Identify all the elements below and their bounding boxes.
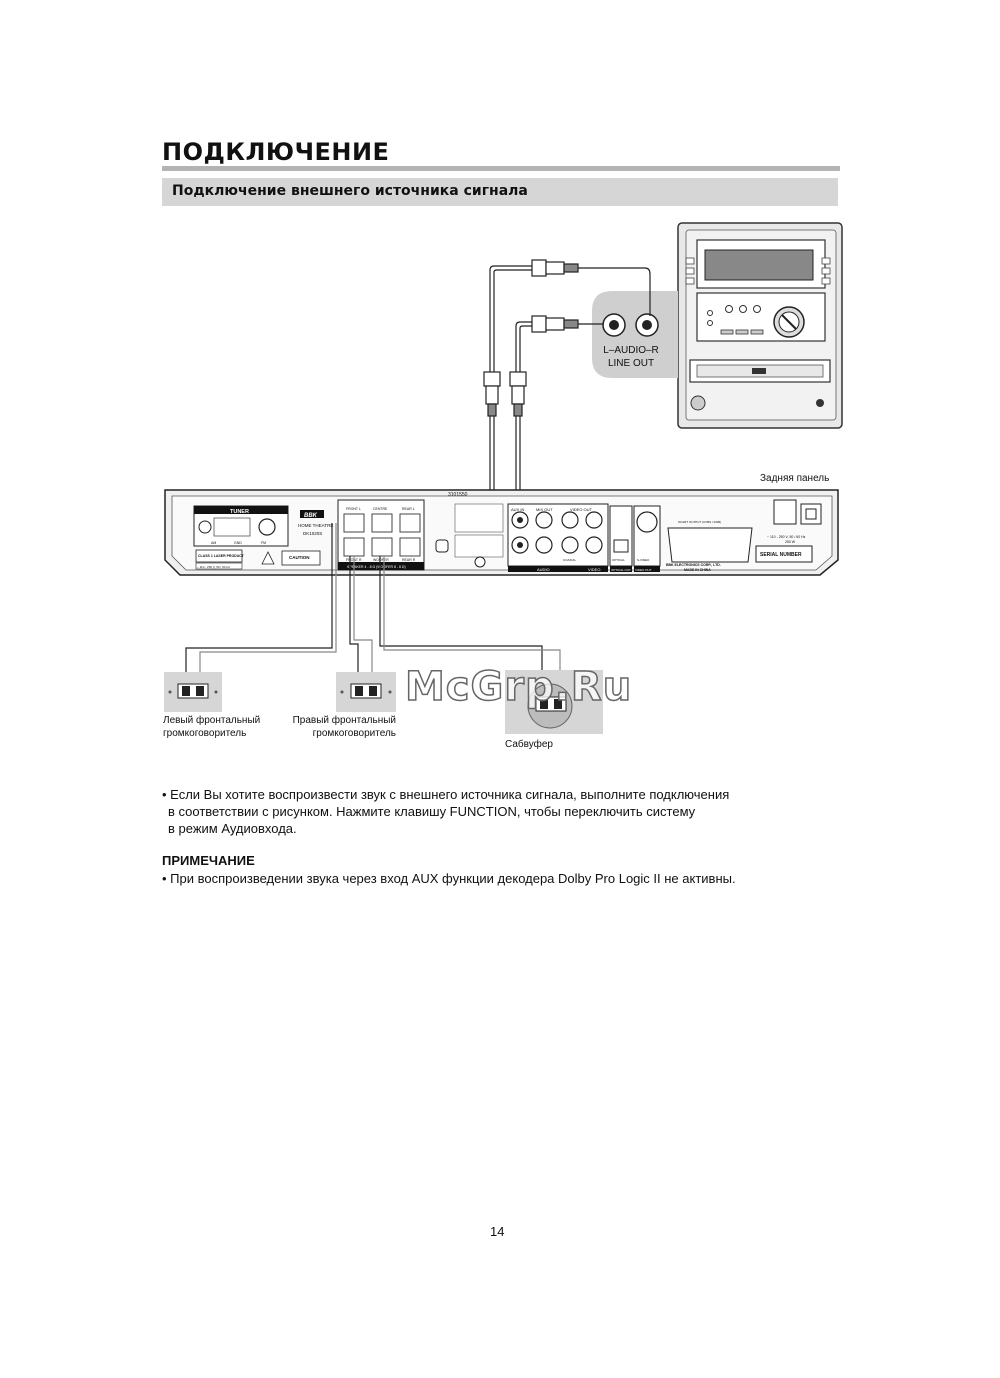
bottom-label-optical-out: OPTICAL OUT (611, 568, 631, 572)
speaker-label-rear-r: REAR R (402, 558, 416, 562)
instruction-line1: • Если Вы хотите воспроизвести звук с внешнего источника сигнала, выполните подключения (162, 787, 730, 802)
s-video-label: S-VIDEO (637, 558, 650, 562)
mix-out-label: MIX OUT (536, 507, 553, 512)
receiver-brand: BBK (304, 513, 317, 519)
video-out-label: VIDEO OUT (570, 507, 593, 512)
instruction-line2: в соответствии с рисунком. Нажмите клавишу FUNCTION, чтобы переключить систему (168, 804, 696, 819)
voltage-right-text: ~ 110 - 250 V, 50 / 60 Hz (767, 535, 806, 539)
line-out-label-line1: L–AUDIO–R (603, 345, 659, 356)
speaker-label-centre: CENTRE (373, 507, 388, 511)
serial-number-label: SERIAL NUMBER (760, 552, 802, 558)
serial-top-text: 3101550 (448, 492, 468, 498)
bottom-label-audio: AUDIO (537, 567, 550, 572)
receiver-model-line2: DK1020S (303, 531, 323, 536)
scart-label: SCART OUTPUT (CVBS / RGB) (678, 520, 722, 524)
line-out-label (603, 344, 659, 370)
section-title: Подключение внешнего источника сигнала (172, 183, 528, 199)
page-title: ПОДКЛЮЧЕНИЕ (162, 138, 390, 166)
instruction-text (162, 786, 802, 837)
speaker-terminal-left (164, 672, 222, 712)
source-device-illustration (592, 223, 842, 428)
class-laser-text: CLASS 1 LASER PRODUCT (198, 554, 244, 558)
aux-in-label: AUX IN (511, 507, 525, 512)
page-number: 14 (490, 1224, 505, 1239)
optical-label: OPTICAL (612, 558, 625, 562)
coaxial-label: COAXIAL (563, 558, 577, 562)
tuner-label: TUNER (230, 509, 249, 515)
voltage-left-text: ~ 110 - 250 V, 50 / 60 Hz (197, 565, 230, 569)
receiver-rear-panel (165, 490, 838, 575)
left-speaker-caption (163, 714, 260, 740)
right-speaker-caption-line2: громкоговоритель (312, 728, 396, 739)
left-speaker-caption-line1: Левый фронтальный (163, 715, 261, 726)
tuner-port-fm: FM (261, 541, 267, 545)
receiver-model-line1: HOME THEATRE (298, 523, 334, 528)
instruction-line3: в режим Аудиовхода. (168, 821, 297, 836)
speaker-label-woofer: WOOFER (373, 558, 389, 562)
manufacturer-line2: MADE IN CHINA (684, 568, 711, 572)
right-speaker-caption-line1: Правый фронтальный (292, 715, 396, 726)
speaker-label-front-r: FRONT R (346, 558, 362, 562)
bottom-label-video: VIDEO (588, 567, 601, 572)
speaker-terminal-right (336, 672, 396, 712)
rca-plugs (484, 260, 578, 416)
manufacturer-line1: BBK ELECTRONICS CORP., LTD. (666, 563, 721, 567)
speaker-label-front-l: FRONT L (346, 507, 361, 511)
rear-panel-caption: Задняя панель (760, 473, 830, 484)
subwoofer-caption: Сабвуфер (505, 739, 553, 750)
bottom-label-video-out: VIDEO OUT (635, 568, 652, 572)
tuner-port-gnd: GND (234, 541, 242, 545)
speaker-caption: SPEAKER 4 - 8 Ω (WOOFER 8 - 8 Ω) (347, 565, 406, 569)
power-text: 250 W (785, 540, 796, 544)
note-title: ПРИМЕЧАНИЕ (162, 853, 255, 868)
right-speaker-caption (292, 714, 396, 740)
note-text: • При воспроизведении звука через вход AUX функции декодера Dolby Pro Logic II не активны. (162, 871, 736, 886)
speaker-label-rear-l: REAR L (402, 507, 415, 511)
line-out-label-line2: LINE OUT (607, 358, 655, 369)
caution-text: CAUTION (289, 555, 310, 560)
left-speaker-caption-line2: громкоговоритель (163, 728, 247, 739)
tuner-port-am: AM (211, 541, 217, 545)
watermark: McGrp.Ru (405, 664, 633, 710)
